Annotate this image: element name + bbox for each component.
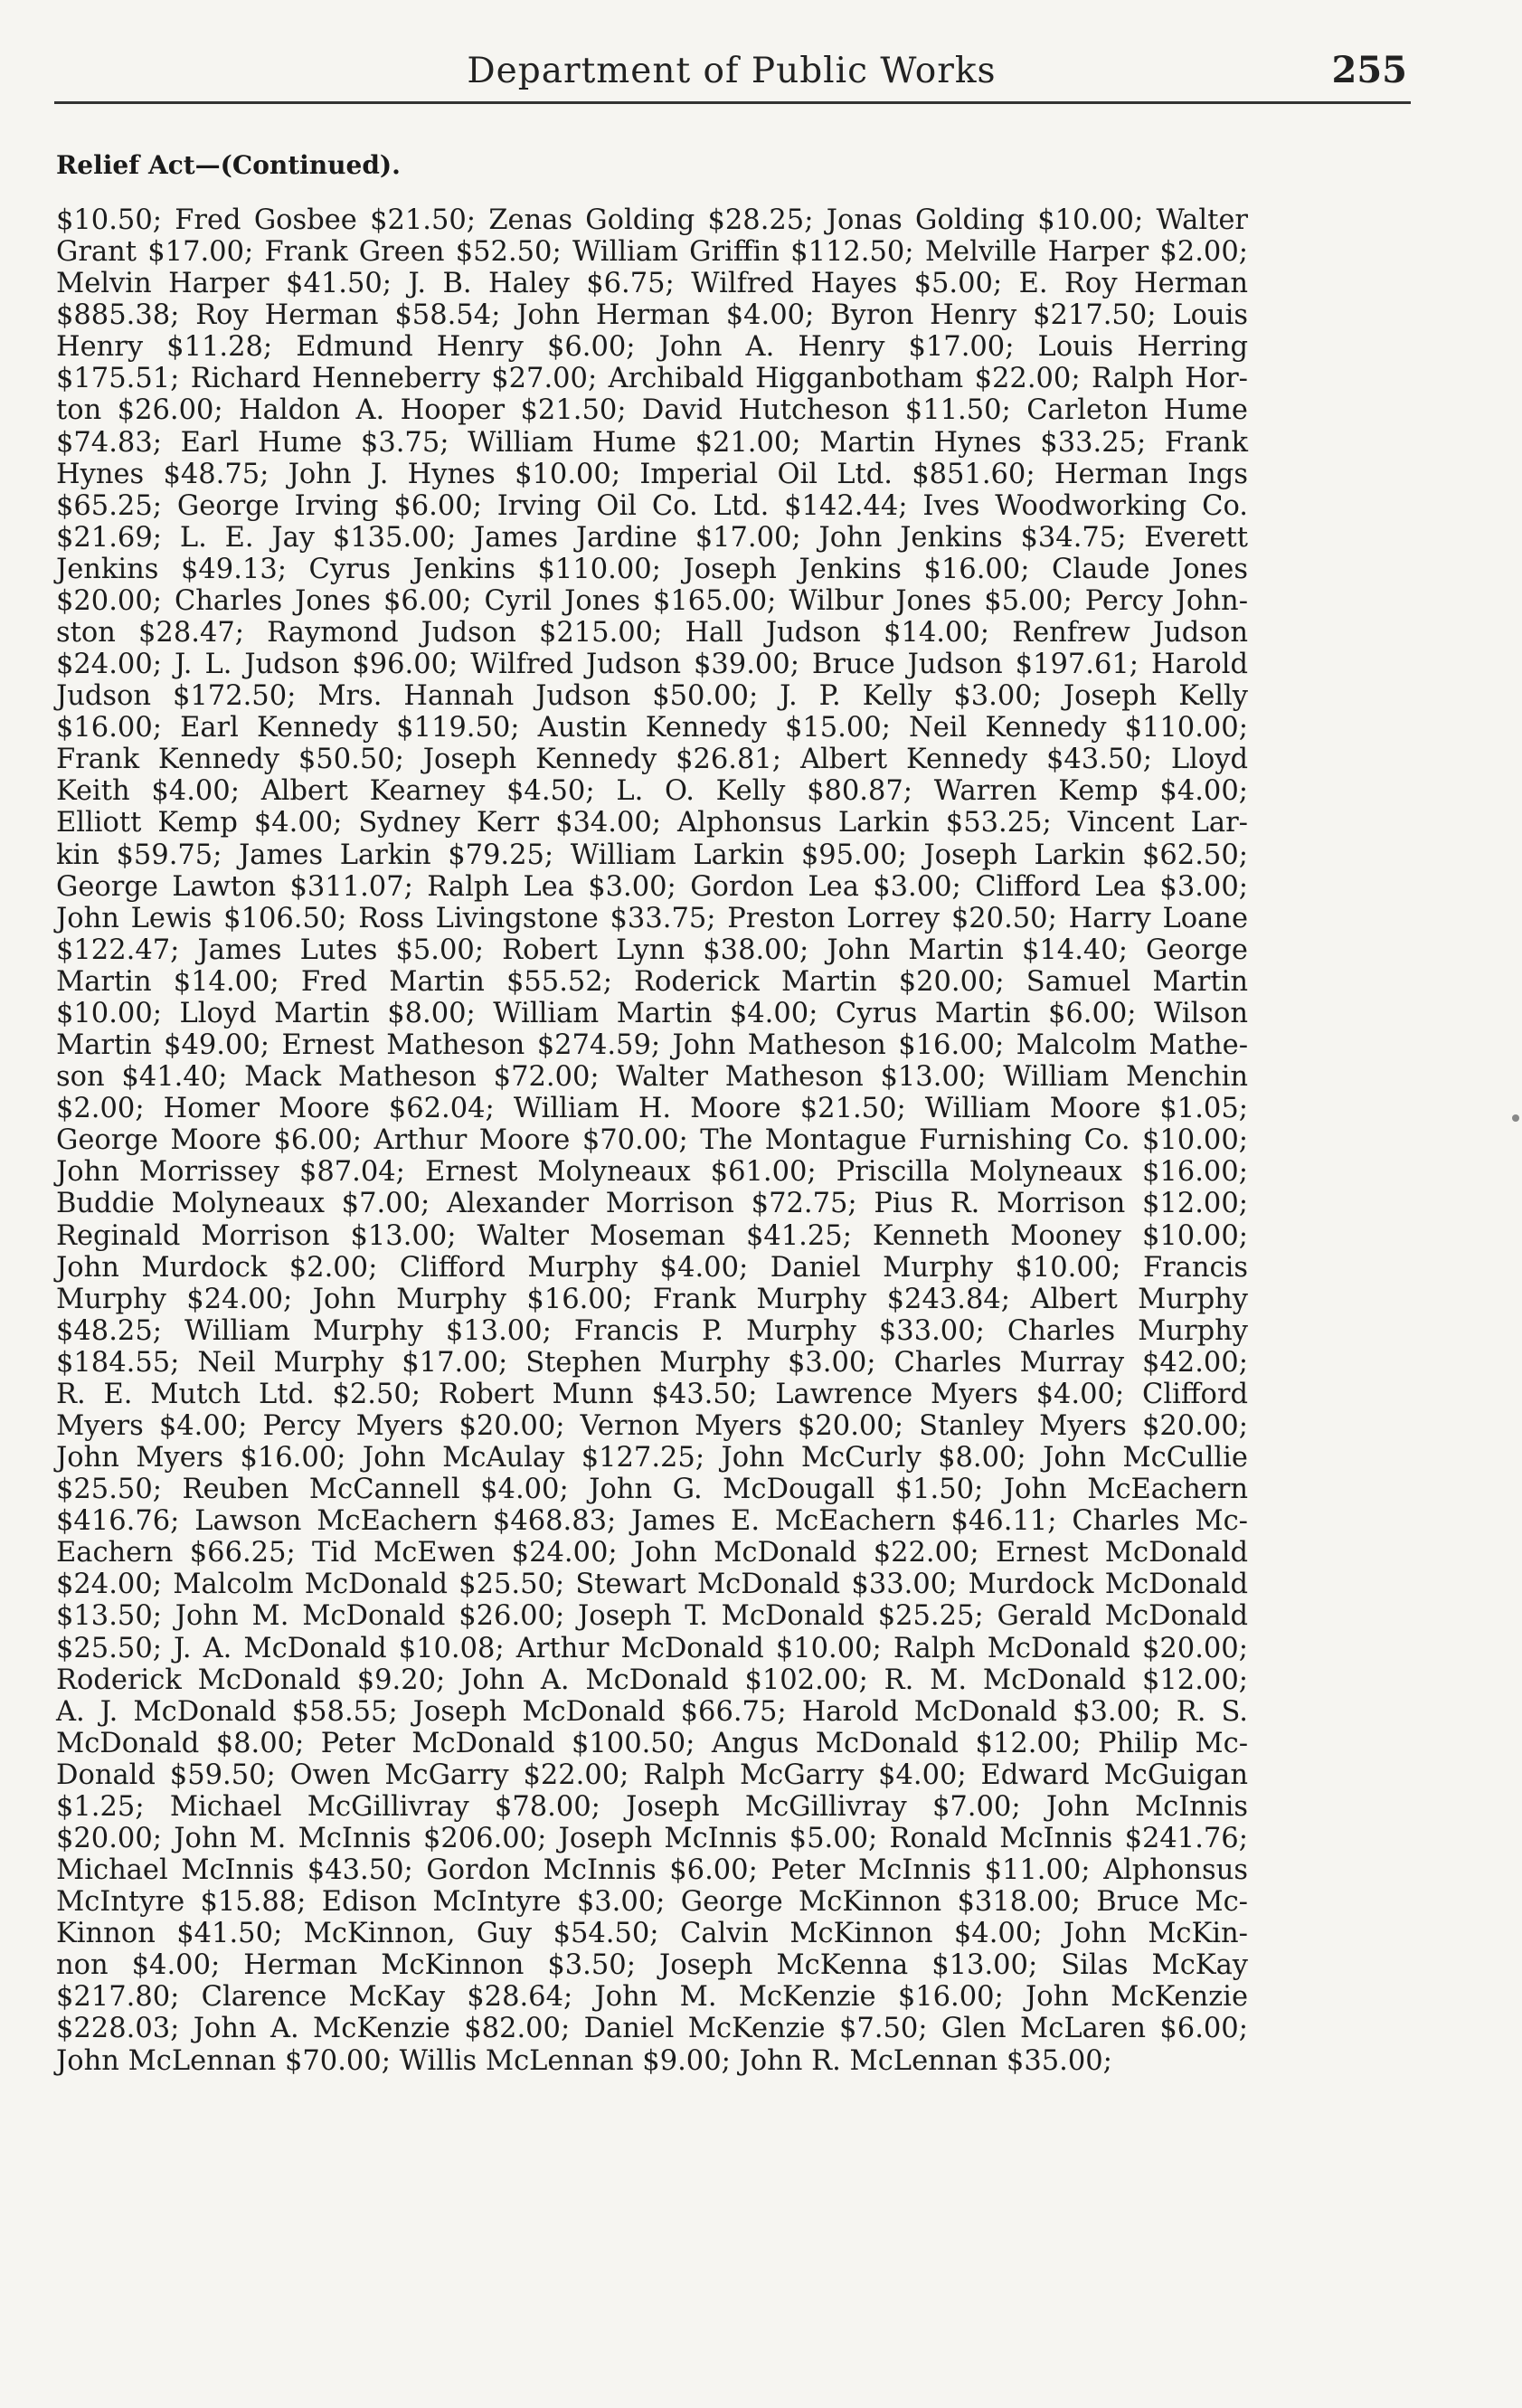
text-line: Grant $17.00; Frank Green $52.50; William Griffin $112.50; Melville Harper $2.00; bbox=[56, 236, 1248, 269]
text-line: $122.47; James Lutes $5.00; Robert Lynn $38.00; John Martin $14.40; George bbox=[56, 934, 1248, 966]
text-line: $175.51; Richard Henneberry $27.00; Archibald Higganbotham $22.00; Ralph Hor- bbox=[56, 363, 1248, 395]
text-line: $74.83; Earl Hume $3.75; William Hume $21.00; Martin Hynes $33.25; Frank bbox=[56, 426, 1248, 459]
text-line: Murphy $24.00; John Murphy $16.00; Frank Murphy $243.84; Albert Murphy bbox=[56, 1283, 1248, 1315]
text-line: A. J. McDonald $58.55; Joseph McDonald $66.75; Harold McDonald $3.00; R. S. bbox=[56, 1695, 1248, 1728]
header-rule bbox=[54, 101, 1411, 104]
text-line: $24.00; Malcolm McDonald $25.50; Stewart McDonald $33.00; Murdock McDonald bbox=[56, 1569, 1248, 1601]
text-line: Donald $59.50; Owen McGarry $22.00; Ralph McGarry $4.00; Edward McGuigan bbox=[56, 1759, 1248, 1791]
text-line: $10.00; Lloyd Martin $8.00; William Martin $4.00; Cyrus Martin $6.00; Wilson bbox=[56, 997, 1248, 1029]
text-line: $20.00; Charles Jones $6.00; Cyril Jones $165.00; Wilbur Jones $5.00; Percy John- bbox=[56, 584, 1248, 617]
text-line: $13.50; John M. McDonald $26.00; Joseph T. McDonald $25.25; Gerald McDonald bbox=[56, 1600, 1248, 1633]
text-line: $217.80; Clarence McKay $28.64; John M. McKenzie $16.00; John McKenzie bbox=[56, 1981, 1248, 2014]
body-text bbox=[56, 204, 1248, 2077]
text-line: $21.69; L. E. Jay $135.00; James Jardine $17.00; John Jenkins $34.75; Everett bbox=[56, 521, 1248, 554]
text-line: Henry $11.28; Edmund Henry $6.00; John A. Henry $17.00; Louis Herring bbox=[56, 331, 1248, 364]
section-heading: Relief Act—(Continued). bbox=[56, 150, 401, 180]
text-line: Keith $4.00; Albert Kearney $4.50; L. O. Kelly $80.87; Warren Kemp $4.00; bbox=[56, 775, 1248, 808]
text-line: $24.00; J. L. Judson $96.00; Wilfred Judson $39.00; Bruce Judson $197.61; Harold bbox=[56, 649, 1248, 681]
text-line: Melvin Harper $41.50; J. B. Haley $6.75; Wilfred Hayes $5.00; E. Roy Herman bbox=[56, 268, 1248, 300]
text-line: $25.50; Reuben McCannell $4.00; John G. McDougall $1.50; John McEachern bbox=[56, 1474, 1248, 1506]
text-line: John Morrissey $87.04; Ernest Molyneaux $61.00; Priscilla Molyneaux $16.00; bbox=[56, 1156, 1248, 1189]
text-line: R. E. Mutch Ltd. $2.50; Robert Munn $43.50; Lawrence Myers $4.00; Clifford bbox=[56, 1378, 1248, 1410]
text-line: George Moore $6.00; Arthur Moore $70.00; The Montague Furnishing Co. $10.00; bbox=[56, 1124, 1248, 1157]
text-line: George Lawton $311.07; Ralph Lea $3.00; Gordon Lea $3.00; Clifford Lea $3.00; bbox=[56, 870, 1248, 903]
text-line: Hynes $48.75; John J. Hynes $10.00; Imperial Oil Ltd. $851.60; Herman Ings bbox=[56, 458, 1248, 490]
text-line: $2.00; Homer Moore $62.04; William H. Moore $21.50; William Moore $1.05; bbox=[56, 1093, 1248, 1125]
text-line: Elliott Kemp $4.00; Sydney Kerr $34.00; Alphonsus Larkin $53.25; Vincent Lar- bbox=[56, 807, 1248, 839]
text-line: John Murdock $2.00; Clifford Murphy $4.00; Daniel Murphy $10.00; Francis bbox=[56, 1251, 1248, 1284]
text-line: Jenkins $49.13; Cyrus Jenkins $110.00; Joseph Jenkins $16.00; Claude Jones bbox=[56, 553, 1248, 585]
text-line: $25.50; J. A. McDonald $10.08; Arthur McDonald $10.00; Ralph McDonald $20.00; bbox=[56, 1632, 1248, 1664]
text-line: McIntyre $15.88; Edison McIntyre $3.00; George McKinnon $318.00; Bruce Mc- bbox=[56, 1886, 1248, 1919]
text-line: $416.76; Lawson McEachern $468.83; James E. McEachern $46.11; Charles Mc- bbox=[56, 1505, 1248, 1538]
text-line: John Myers $16.00; John McAulay $127.25; John McCurly $8.00; John McCullie bbox=[56, 1442, 1248, 1474]
text-line: $228.03; John A. McKenzie $82.00; Daniel McKenzie $7.50; Glen McLaren $6.00; bbox=[56, 2013, 1248, 2045]
text-line: non $4.00; Herman McKinnon $3.50; Joseph McKenna $13.00; Silas McKay bbox=[56, 1949, 1248, 1982]
text-line: Martin $49.00; Ernest Matheson $274.59; John Matheson $16.00; Malcolm Mathe- bbox=[56, 1029, 1248, 1062]
text-line: Martin $14.00; Fred Martin $55.52; Roderick Martin $20.00; Samuel Martin bbox=[56, 965, 1248, 998]
text-line: Kinnon $41.50; McKinnon, Guy $54.50; Calvin McKinnon $4.00; John McKin- bbox=[56, 1918, 1248, 1950]
text-line: son $41.40; Mack Matheson $72.00; Walter Matheson $13.00; William Menchin bbox=[56, 1061, 1248, 1094]
text-line: Frank Kennedy $50.50; Joseph Kennedy $26.81; Albert Kennedy $43.50; Lloyd bbox=[56, 744, 1248, 776]
text-line: $16.00; Earl Kennedy $119.50; Austin Kennedy $15.00; Neil Kennedy $110.00; bbox=[56, 712, 1248, 744]
text-line: ston $28.47; Raymond Judson $215.00; Hall Judson $14.00; Renfrew Judson bbox=[56, 617, 1248, 649]
text-line: $10.50; Fred Gosbee $21.50; Zenas Golding $28.25; Jonas Golding $10.00; Walter bbox=[56, 204, 1248, 236]
text-line: $184.55; Neil Murphy $17.00; Stephen Murphy $3.00; Charles Murray $42.00; bbox=[56, 1346, 1248, 1379]
text-line: $65.25; George Irving $6.00; Irving Oil Co. Ltd. $142.44; Ives Woodworking Co. bbox=[56, 489, 1248, 522]
text-line: $885.38; Roy Herman $58.54; John Herman $4.00; Byron Henry $217.50; Louis bbox=[56, 299, 1248, 332]
text-line: Michael McInnis $43.50; Gordon McInnis $6.00; Peter McInnis $11.00; Alphonsus bbox=[56, 1854, 1248, 1887]
text-line: Reginald Morrison $13.00; Walter Moseman $41.25; Kenneth Mooney $10.00; bbox=[56, 1219, 1248, 1252]
text-line: $48.25; William Murphy $13.00; Francis P. Murphy $33.00; Charles Murphy bbox=[56, 1314, 1248, 1347]
text-line: John McLennan $70.00; Willis McLennan $9.00; John R. McLennan $35.00; bbox=[56, 2044, 1112, 2077]
text-line: Eachern $66.25; Tid McEwen $24.00; John McDonald $22.00; Ernest McDonald bbox=[56, 1537, 1248, 1569]
text-line: McDonald $8.00; Peter McDonald $100.50; Angus McDonald $12.00; Philip Mc- bbox=[56, 1727, 1248, 1759]
page-number: 255 bbox=[1331, 49, 1407, 91]
text-line: kin $59.75; James Larkin $79.25; William Larkin $95.00; Joseph Larkin $62.50; bbox=[56, 839, 1248, 871]
text-line: Myers $4.00; Percy Myers $20.00; Vernon Myers $20.00; Stanley Myers $20.00; bbox=[56, 1409, 1248, 1442]
text-line: John Lewis $106.50; Ross Livingstone $33.75; Preston Lorrey $20.50; Harry Loane bbox=[56, 902, 1248, 934]
text-line: Buddie Molyneaux $7.00; Alexander Morrison $72.75; Pius R. Morrison $12.00; bbox=[56, 1188, 1248, 1220]
scan-mark bbox=[1512, 1114, 1519, 1122]
running-title: Department of Public Works bbox=[467, 51, 997, 91]
text-line: $1.25; Michael McGillivray $78.00; Joseph McGillivray $7.00; John McInnis bbox=[56, 1790, 1248, 1823]
text-line: $20.00; John M. McInnis $206.00; Joseph McInnis $5.00; Ronald McInnis $241.76; bbox=[56, 1822, 1248, 1854]
page-header bbox=[56, 43, 1407, 107]
text-line: Judson $172.50; Mrs. Hannah Judson $50.00; J. P. Kelly $3.00; Joseph Kelly bbox=[56, 680, 1248, 713]
text-line: Roderick McDonald $9.20; John A. McDonald $102.00; R. M. McDonald $12.00; bbox=[56, 1664, 1248, 1696]
text-line: ton $26.00; Haldon A. Hooper $21.50; David Hutcheson $11.50; Carleton Hume bbox=[56, 394, 1248, 427]
